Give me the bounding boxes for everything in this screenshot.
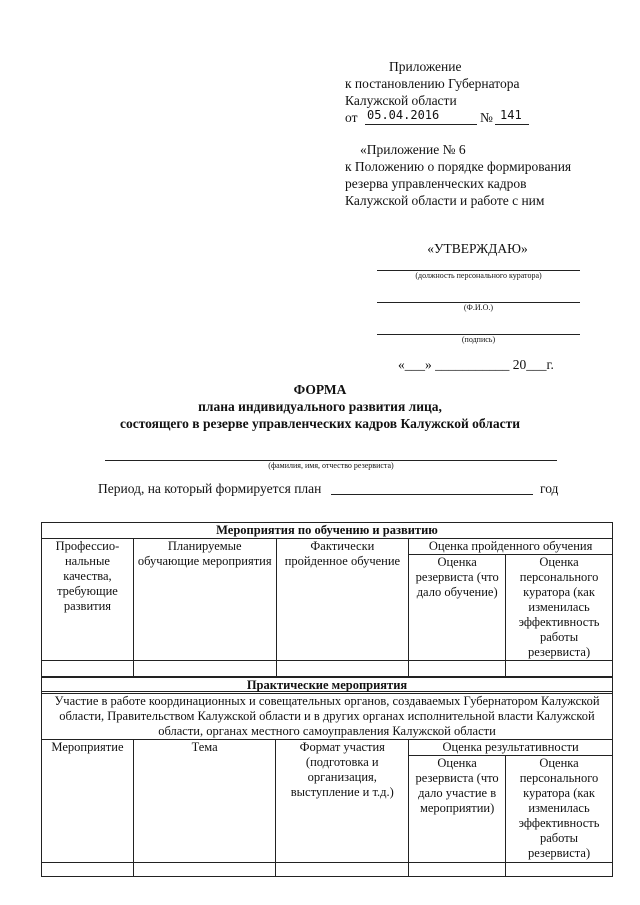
practice-col-event: Мероприятие [42, 740, 134, 863]
position-caption: (должность персонального куратора) [415, 271, 542, 280]
sub-appendix-line1: «Приложение № 6 [360, 142, 466, 157]
training-empty-cell[interactable] [276, 661, 409, 677]
practice-empty-cell[interactable] [506, 863, 613, 877]
practice-empty-cell[interactable] [409, 863, 506, 877]
sub-appendix-line2: к Положению о порядке формирования [345, 159, 572, 174]
practice-col-reservist-eval: Оценка резервиста (что дало участие в мероприятии) [409, 756, 506, 863]
form-title-line1: ФОРМА [293, 382, 347, 397]
training-table-title: Мероприятия по обучению и развитию [42, 523, 613, 539]
period-row [98, 480, 568, 497]
sub-appendix-line3: резерва управленческих кадров [345, 176, 527, 191]
practice-empty-cell[interactable] [276, 863, 409, 877]
practice-col-evaluation: Оценка результативности [409, 740, 613, 756]
practice-col-topic: Тема [133, 740, 275, 863]
training-col-planned: Планируемые обучающие мероприятия [133, 539, 276, 661]
fio-caption: (Ф.И.О.) [463, 303, 494, 312]
training-col-actual: Фактически пройденное обучение [276, 539, 409, 661]
form-title-line3: состоящего в резерве управленческих кадров Калужской области [119, 416, 521, 431]
sub-appendix [345, 141, 625, 209]
person-caption: (фамилия, имя, отчество резервиста) [268, 461, 394, 470]
training-col-reservist-eval: Оценка резервиста (что дало обучение) [409, 555, 506, 661]
appendix-date-row [345, 109, 595, 126]
practice-empty-cell[interactable] [42, 863, 134, 877]
approval-date-line: «___» ___________ 20___г. [398, 357, 554, 372]
practice-empty-cell[interactable] [133, 863, 275, 877]
training-empty-cell[interactable] [506, 661, 613, 677]
practice-col-curator-eval: Оценка персонального куратора (как изменилась эффективность работы резервиста) [506, 756, 613, 863]
appendix-region: Калужской области [345, 93, 457, 108]
training-empty-cell[interactable] [42, 661, 134, 677]
date-value: 05.04.2016 [367, 108, 440, 122]
training-col-curator-eval: Оценка персонального куратора (как изменилась эффективность работы резервиста) [506, 555, 613, 661]
form-title-line2: плана индивидуального развития лица, [198, 399, 442, 414]
signature-caption: (подпись) [461, 335, 496, 344]
training-empty-cell[interactable] [133, 661, 276, 677]
appendix-resolution: к постановлению Губернатора [345, 76, 520, 91]
training-col-evaluation: Оценка пройденного обучения [409, 539, 613, 555]
appendix-header [345, 58, 595, 126]
form-title [60, 381, 580, 432]
practice-description: Участие в работе координационных и совещательных органов, создаваемых Губернатором Калужской области, Правительством Калужской области и в других органах исполнительной власти Калужской области, органах местного самоуправления Калужской области [42, 694, 613, 740]
training-col-qualities: Профессио-нальные качества, требующие развития [42, 539, 134, 661]
number-value: 141 [500, 108, 522, 122]
period-label: Период, на который формируется план [98, 481, 322, 496]
number-prefix: № [480, 110, 493, 125]
date-prefix: от [345, 110, 358, 125]
appendix-label: Приложение [389, 59, 462, 74]
training-empty-cell[interactable] [409, 661, 506, 677]
period-suffix: год [540, 481, 559, 496]
practice-table-title: Практические мероприятия [42, 678, 613, 694]
sub-appendix-line4: Калужской области и работе с ним [345, 193, 545, 208]
approval-title: «УТВЕРЖДАЮ» [427, 241, 528, 256]
practice-table [41, 677, 613, 877]
training-table [41, 522, 613, 692]
practice-col-format: Формат участия (подготовка и организация, выступление и т.д.) [276, 740, 409, 863]
